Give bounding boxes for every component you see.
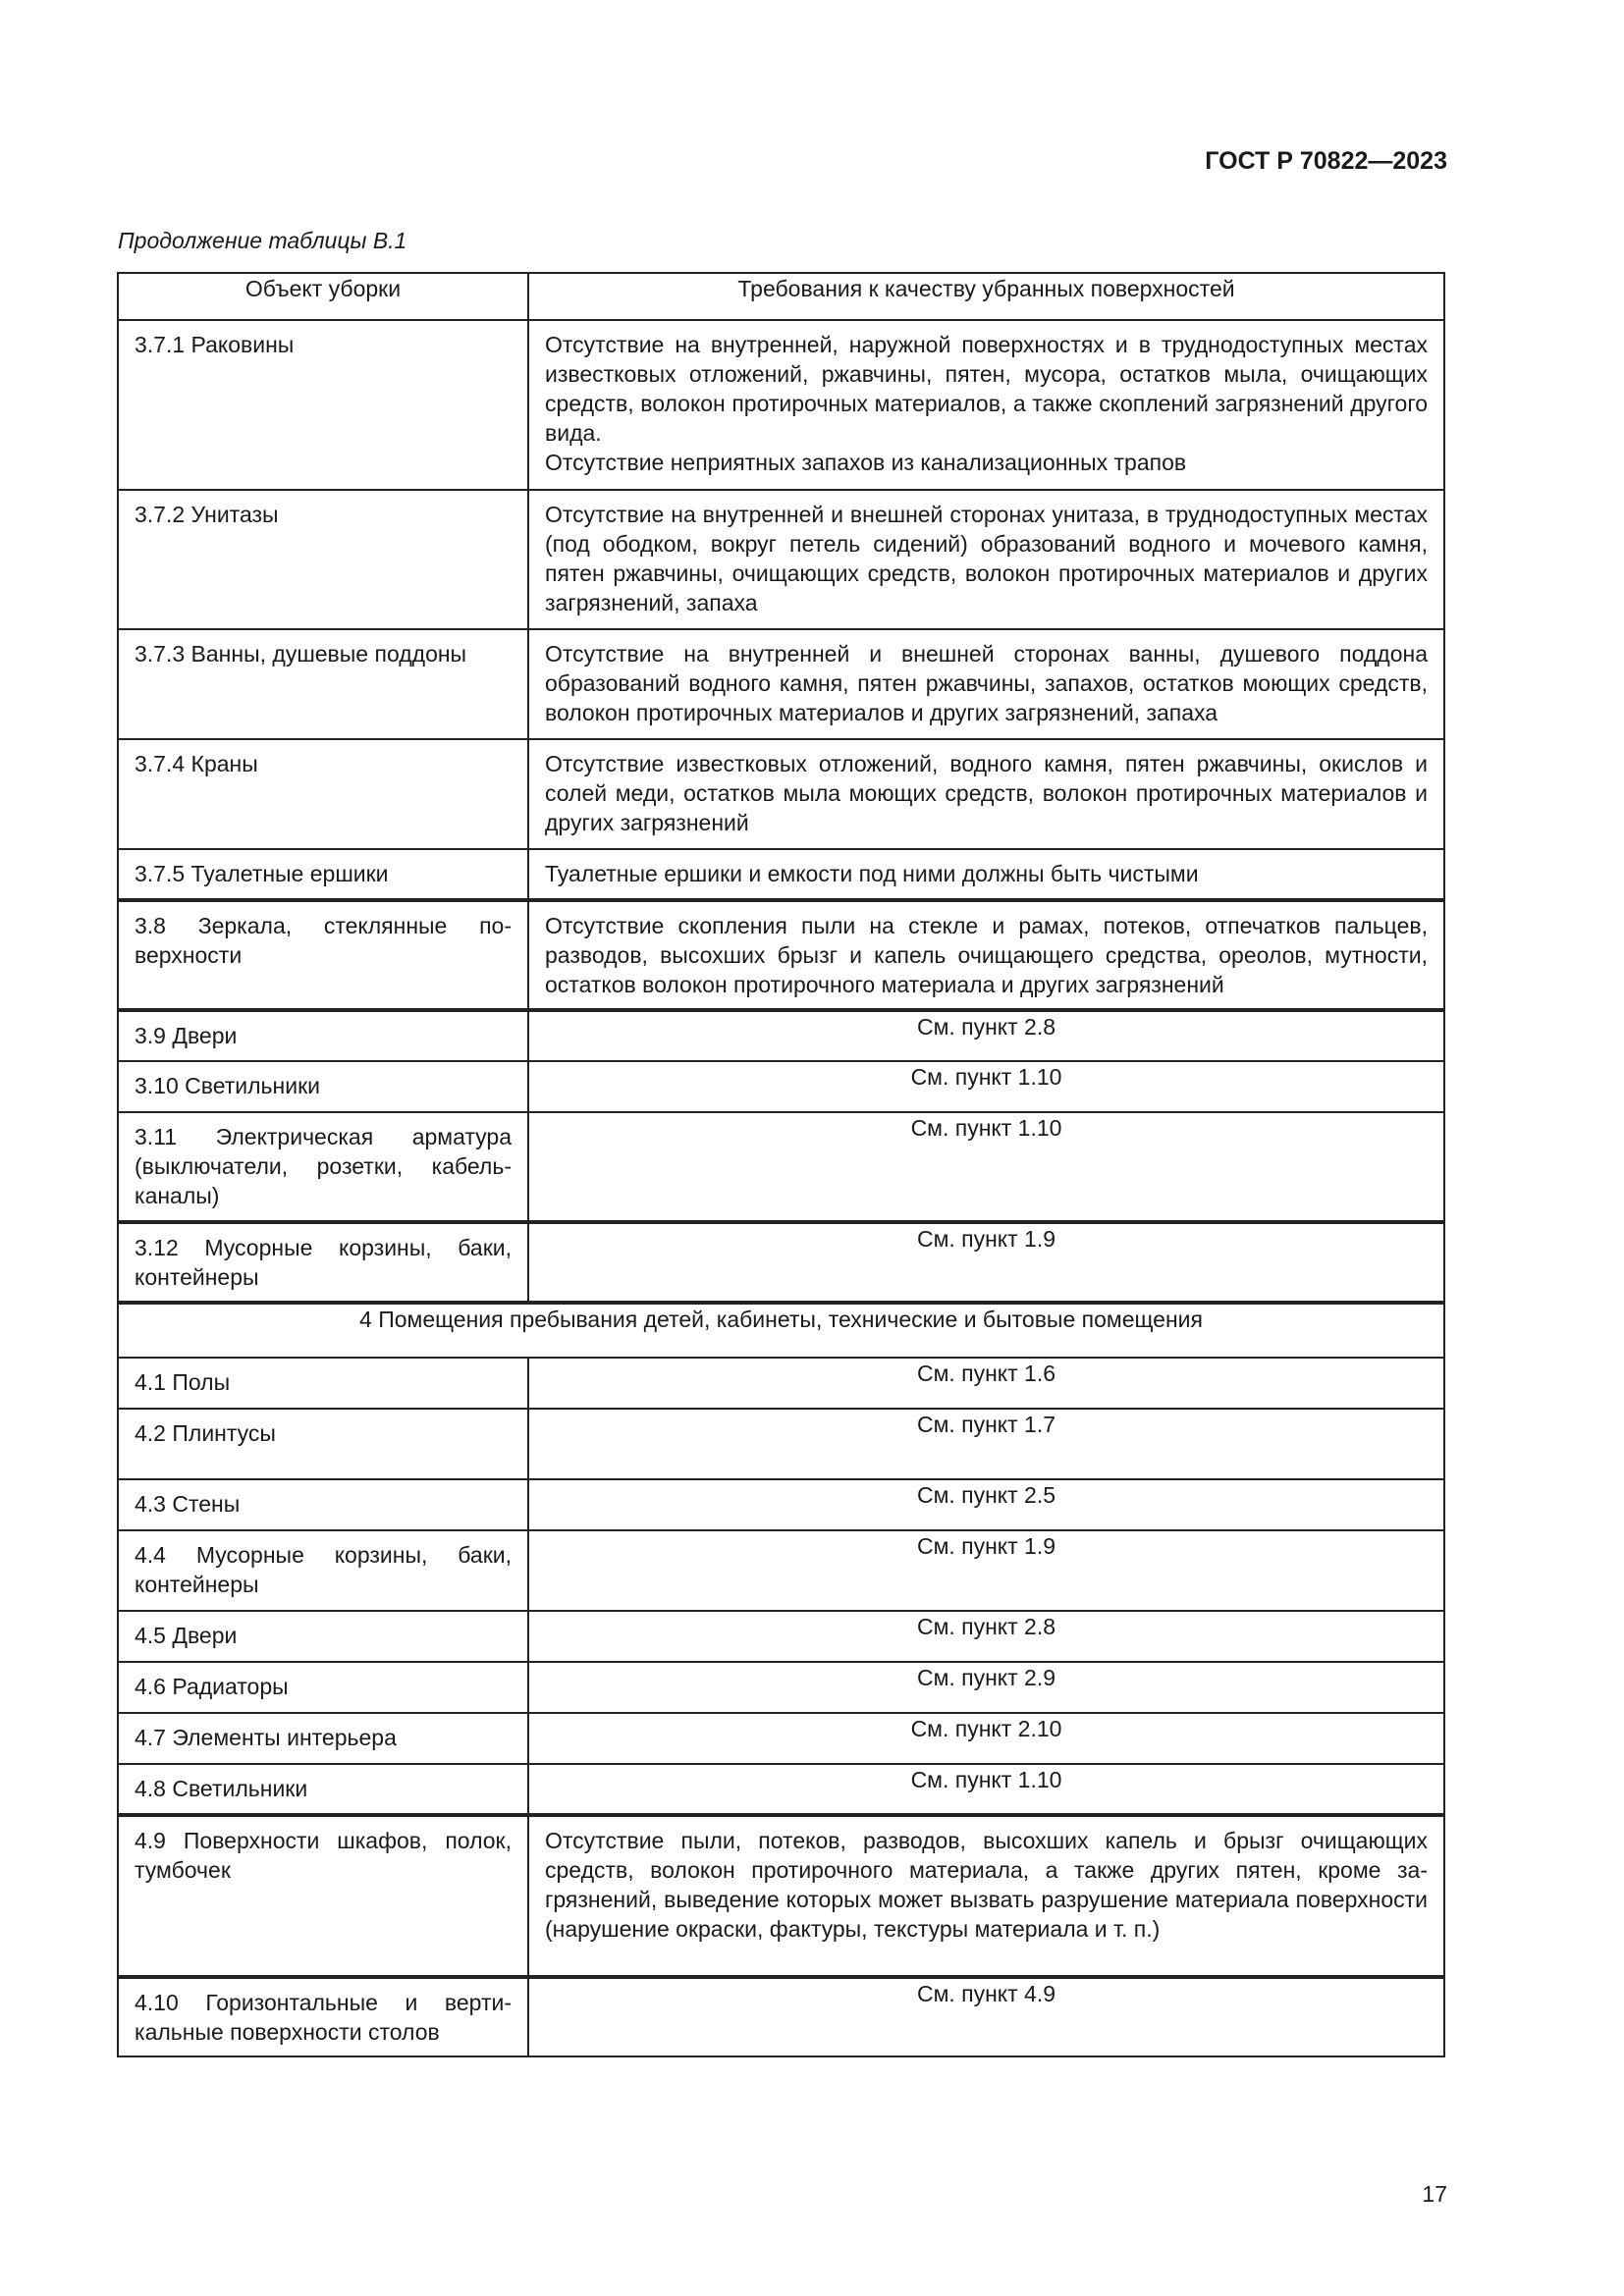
table-row <box>118 1010 1444 1061</box>
standard-number: ГОСТ Р 70822—2023 <box>1205 147 1447 175</box>
object-cell: 4.5 Двери <box>118 1611 528 1662</box>
object-cell: 3.12 Мусорные корзины, баки, контейнеры <box>118 1222 528 1303</box>
table-row <box>118 849 1444 900</box>
requirement-cell: Отсутствие на внутренней и внешней сторонах унитаза, в труднодоступных местах (под ободком, вокруг петель сидений) образований водного и мочевого камня, пятен ржавчины, очищающих средств, волокон протирочных материалов и других загрязнений, запаха <box>528 490 1444 629</box>
requirement-cell: Туалетные ершики и емкости под ними должны быть чистыми <box>528 849 1444 900</box>
reference-cell: См. пункт 2.5 <box>528 1479 1444 1530</box>
section-title: 4 Помещения пребывания детей, кабинеты, технические и бытовые помещения <box>118 1303 1444 1358</box>
object-cell: 4.4 Мусорные корзины, баки, контейнеры <box>118 1530 528 1611</box>
table-row <box>118 1409 1444 1479</box>
object-cell: 3.7.5 Туалетные ершики <box>118 849 528 900</box>
object-cell: 3.9 Двери <box>118 1010 528 1061</box>
object-cell: 4.3 Стены <box>118 1479 528 1530</box>
requirement-cell: Отсутствие скопления пыли на стекле и рамах, потеков, отпечатков пальцев, разводов, высохших брызг и капель очищающего средства, ореолов, мутности, остатков волокон протирочного материала и других загрязнений <box>528 900 1444 1010</box>
reference-cell: См. пункт 1.9 <box>528 1530 1444 1611</box>
table-row <box>118 1061 1444 1112</box>
reference-cell: См. пункт 1.6 <box>528 1358 1444 1409</box>
reference-cell: См. пункт 1.9 <box>528 1222 1444 1303</box>
table-row <box>118 1662 1444 1713</box>
reference-cell: См. пункт 1.7 <box>528 1409 1444 1479</box>
object-cell: 4.10 Горизонтальные и вертикальные поверхности столов <box>118 1977 528 2056</box>
object-cell: 4.1 Полы <box>118 1358 528 1409</box>
object-cell: 4.7 Элементы интерьера <box>118 1713 528 1764</box>
requirement-cell: Отсутствие пыли, потеков, разводов, высохших капель и брызг очищающих средств, волокон протирочного материала, а также других пятен, кроме загрязнений, выведение которых может вызвать разрушение материала поверхности (нарушение окраски, фактуры, текстуры материала и т. п.) <box>528 1815 1444 1977</box>
reference-cell: См. пункт 1.10 <box>528 1112 1444 1222</box>
reference-cell: См. пункт 2.10 <box>528 1713 1444 1764</box>
object-cell: 3.7.1 Раковины <box>118 320 528 490</box>
table-caption: Продолжение таблицы В.1 <box>118 228 407 253</box>
reference-cell: См. пункт 2.9 <box>528 1662 1444 1713</box>
table-row <box>118 1112 1444 1222</box>
table-row <box>118 739 1444 849</box>
requirements-table <box>117 272 1445 2057</box>
requirement-cell: Отсутствие на внутренней и внешней сторонах ванны, душевого поддона образований водного камня, пятен ржавчины, запахов, остатков моющих средств, волокон протирочных материалов и других загрязнений, запаха <box>528 629 1444 739</box>
reference-cell: См. пункт 4.9 <box>528 1977 1444 2056</box>
column-header-object: Объект уборки <box>118 273 528 320</box>
reference-cell: См. пункт 1.10 <box>528 1764 1444 1815</box>
requirement-cell <box>528 320 1444 490</box>
table-row <box>118 1611 1444 1662</box>
table-row <box>118 1764 1444 1815</box>
object-cell: 4.2 Плинтусы <box>118 1409 528 1479</box>
table-row <box>118 320 1444 490</box>
table-row <box>118 900 1444 1010</box>
table-row <box>118 1977 1444 2056</box>
table-row <box>118 490 1444 629</box>
table-header-row <box>118 273 1444 320</box>
reference-cell: См. пункт 2.8 <box>528 1010 1444 1061</box>
reference-cell: См. пункт 1.10 <box>528 1061 1444 1112</box>
table-row <box>118 1358 1444 1409</box>
reference-cell: См. пункт 2.8 <box>528 1611 1444 1662</box>
object-cell: 4.9 Поверхности шкафов, полок, тумбочек <box>118 1815 528 1977</box>
table-row <box>118 1815 1444 1977</box>
object-cell: 4.8 Светильники <box>118 1764 528 1815</box>
requirement-text-2: Отсутствие неприятных запахов из канализационных трапов <box>545 450 1187 475</box>
column-header-requirements: Требования к качеству убранных поверхностей <box>528 273 1444 320</box>
object-cell: 3.8 Зеркала, стеклянные поверхности <box>118 900 528 1010</box>
table-row <box>118 1479 1444 1530</box>
object-cell: 3.7.2 Унитазы <box>118 490 528 629</box>
object-cell: 3.10 Светильники <box>118 1061 528 1112</box>
table-row <box>118 1530 1444 1611</box>
object-cell: 4.6 Радиаторы <box>118 1662 528 1713</box>
requirement-cell: Отсутствие известковых отложений, водного камня, пятен ржавчины, окислов и солей меди, остатков мыла моющих средств, волокон протирочных материалов и других загрязнений <box>528 739 1444 849</box>
table-row <box>118 1713 1444 1764</box>
page-number: 17 <box>1422 2181 1447 2207</box>
object-cell: 3.7.4 Краны <box>118 739 528 849</box>
table-row <box>118 629 1444 739</box>
object-cell: 3.7.3 Ванны, душевые поддоны <box>118 629 528 739</box>
object-cell: 3.11 Электрическая арматура (выключатели, розетки, кабель-каналы) <box>118 1112 528 1222</box>
section-header-row <box>118 1303 1444 1358</box>
table-row <box>118 1222 1444 1303</box>
requirement-text: Отсутствие на внутренней, наружной поверхностях и в труднодоступных местах известковых отложений, ржавчины, пятен, мусора, остатков мыла, очищающих средств, волокон протирочных материалов, а также скоплений загрязнений другого вида. <box>545 332 1428 446</box>
